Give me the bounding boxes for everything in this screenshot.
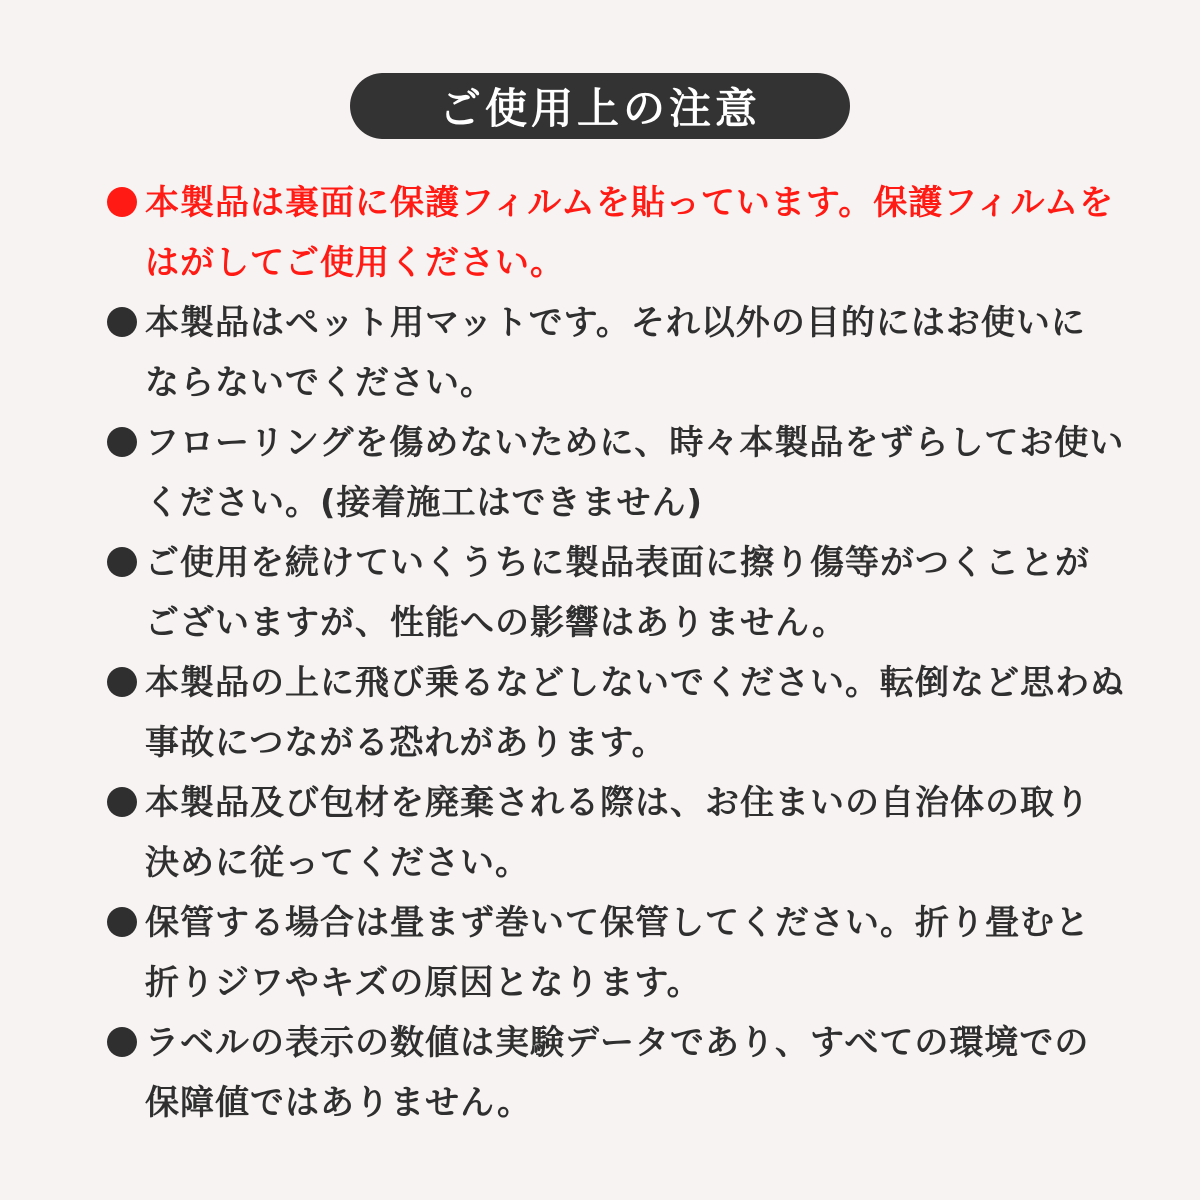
caution-text (145, 410, 1124, 530)
caution-text (145, 170, 1114, 290)
caution-line: 保障値ではありません。 (145, 1083, 533, 1123)
caution-list (107, 170, 1125, 1130)
caution-line: 事故につながる恐れがあります。 (145, 723, 667, 763)
caution-text (145, 1010, 1089, 1130)
caution-line: ございますが、性能への影響はありません。 (145, 603, 848, 643)
bullet-icon (107, 307, 137, 337)
caution-line: ラベルの表示の数値は実験データであり、すべての環境での (145, 1023, 1090, 1063)
caution-line: 本製品は裏面に保護フィルムを貼っています。保護フィルムを (145, 183, 1115, 223)
bullet-icon (107, 1027, 137, 1057)
caution-item-scratches (107, 530, 1107, 650)
caution-line: ご使用を続けていくうちに製品表面に擦り傷等がつくことが (145, 543, 1090, 583)
caution-item-flooring (107, 410, 1125, 530)
caution-item-label-values (107, 1010, 1107, 1130)
caution-item-storage (107, 890, 1107, 1010)
caution-line: 本製品の上に飛び乗るなどしないでください。転倒など思わぬ (145, 663, 1125, 703)
caution-line: フローリングを傷めないために、時々本製品をずらしてお使い (145, 423, 1125, 463)
bullet-icon (107, 187, 137, 217)
caution-line: 折りジワやキズの原因となります。 (145, 963, 702, 1003)
caution-text (145, 530, 1090, 650)
caution-line: 本製品及び包材を廃棄される際は、お住まいの自治体の取り (145, 783, 1090, 823)
caution-line: 本製品はペット用マットです。それ以外の目的にはお使いに (145, 303, 1086, 343)
bullet-icon (107, 787, 137, 817)
caution-text (145, 770, 1090, 890)
bullet-icon (107, 547, 137, 577)
caution-item-protective-film (107, 170, 1115, 290)
caution-text (145, 650, 1125, 770)
page-title: ご使用上の注意 (438, 84, 761, 133)
caution-line: はがしてご使用ください。 (145, 243, 565, 283)
bullet-icon (107, 907, 137, 937)
caution-text (145, 290, 1086, 410)
caution-line: 保管する場合は畳まず巻いて保管してください。折り畳むと (145, 903, 1090, 943)
bullet-icon (107, 427, 137, 457)
caution-item-jumping (107, 650, 1125, 770)
bullet-icon (107, 667, 137, 697)
caution-line: 決めに従ってください。 (145, 843, 530, 883)
caution-text (145, 890, 1090, 1010)
caution-item-pet-mat (107, 290, 1107, 410)
caution-line: ください。(接着施工はできません) (145, 483, 704, 523)
caution-item-disposal (107, 770, 1107, 890)
caution-line: ならないでください。 (145, 363, 495, 403)
title-banner (350, 73, 850, 139)
